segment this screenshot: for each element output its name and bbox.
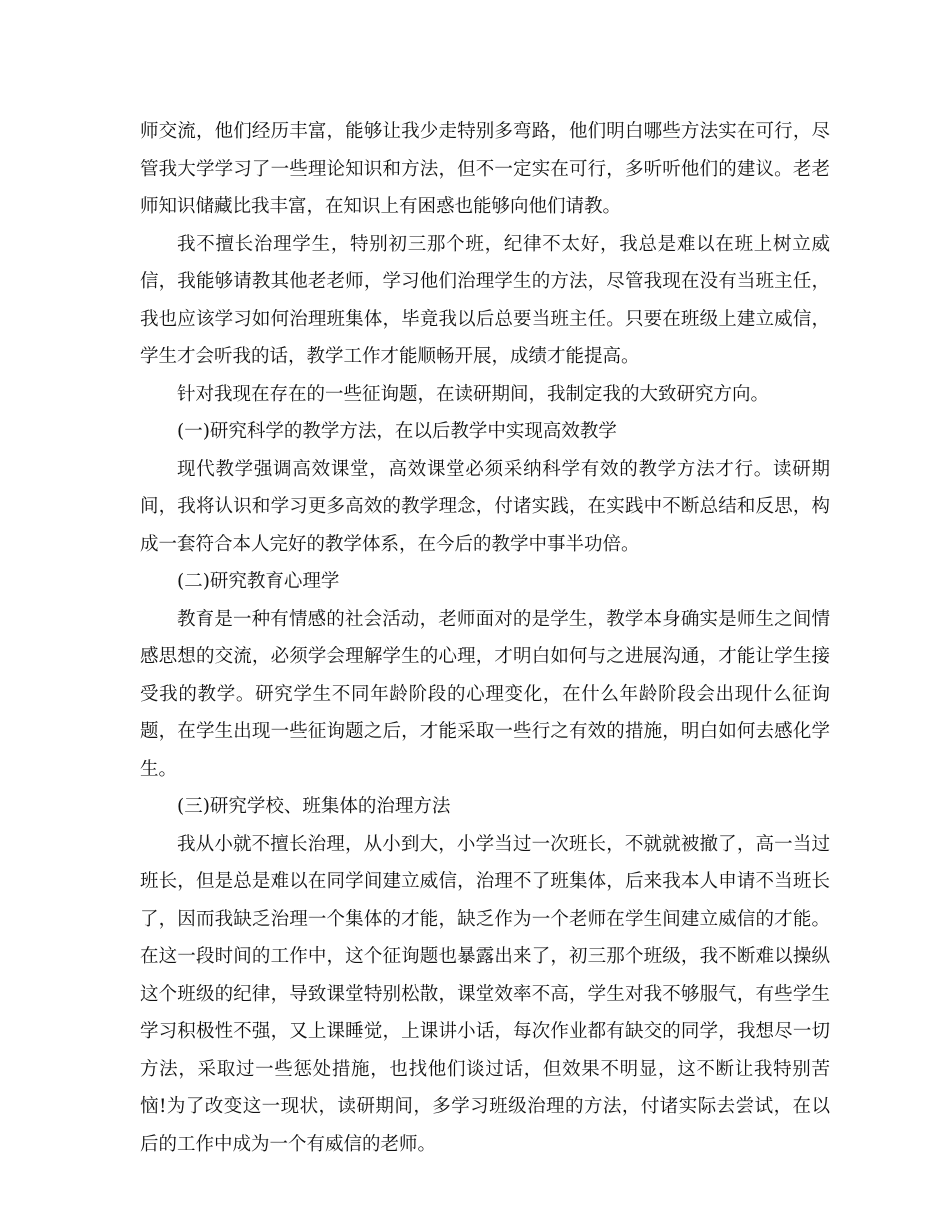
paragraph-class-discipline: 我不擅长治理学生，特别初三那个班，纪律不太好，我总是难以在班上树立威信，我能够请教其他老老师，学习他们治理学生的方法，尽管我现在没有当班主任，我也应该学习如何治理班集体，毕竟我以后总要当班主任。只要在班级上建立威信，学生才会听我的话，教学工作才能顺畅开展，成绩才能提高。 xyxy=(140,233,830,367)
heading-educational-psychology: (二)研究教育心理学 xyxy=(177,571,340,592)
paragraph-management-experience: 我从小就不擅长治理，从小到大，小学当过一次班长，不就就被撤了，高一当过班长，但是总是难以在同学间建立威信，治理不了班集体，后来我本人申请不当班长了，因而我缺乏治理一个集体的才能，缺乏作为一个老师在学生间建立威信的才能。在这一段时间的工作中，这个征询题也暴露出来了，初三那个班级，我不断难以操纵这个班级的纪律，导致课堂特别松散，课堂效率不高，学生对我不够服气，有些学生学习积极性不强，又上课睡觉，上课讲小话，每次作业都有缺交的同学，我想尽一切方法，采取过一些惩处措施，也找他们谈过话，但效果不明显，这不断让我特别苦恼!为了改变这一现状，读研期间，多学习班级治理的方法，付诸实际去尝试，在以后的工作中成为一个有威信的老师。 xyxy=(140,833,830,1155)
paragraph-efficient-teaching: 现代教学强调高效课堂，高效课堂必须采纳科学有效的教学方法才行。读研期间，我将认识和学习更多高效的教学理念，付诸实践，在实践中不断总结和反思，构成一套符合本人完好的教学体系，在今后的教学中事半功倍。 xyxy=(140,458,830,555)
paragraph-student-psychology: 教育是一种有情感的社会活动，老师面对的是学生，教学本身确实是师生之间情感思想的交流，必须学会理解学生的心理，才明白如何与之进展沟通，才能让学生接受我的教学。研究学生不同年龄阶段的心理变化，在什么年龄阶段会出现什么征询题，在学生出现一些征询题之后，才能采取一些行之有效的措施，明白如何去感化学生。 xyxy=(140,608,830,780)
document-body xyxy=(140,113,830,1163)
paragraph-research-direction: 针对我现在存在的一些征询题，在读研期间，我制定我的大致研究方向。 xyxy=(177,383,770,405)
paragraph-continuation: 师交流，他们经历丰富，能够让我少走特别多弯路，他们明白哪些方法实在可行，尽管我大学学习了一些理论知识和方法，但不一定实在可行，多听听他们的建议。老老师知识储藏比我丰富，在知识上有困惑也能够向他们请教。 xyxy=(140,121,830,217)
heading-class-management: (三)研究学校、班集体的治理方法 xyxy=(177,796,451,817)
heading-teaching-methods: (一)研究科学的教学方法，在以后教学中实现高效教学 xyxy=(177,421,617,442)
